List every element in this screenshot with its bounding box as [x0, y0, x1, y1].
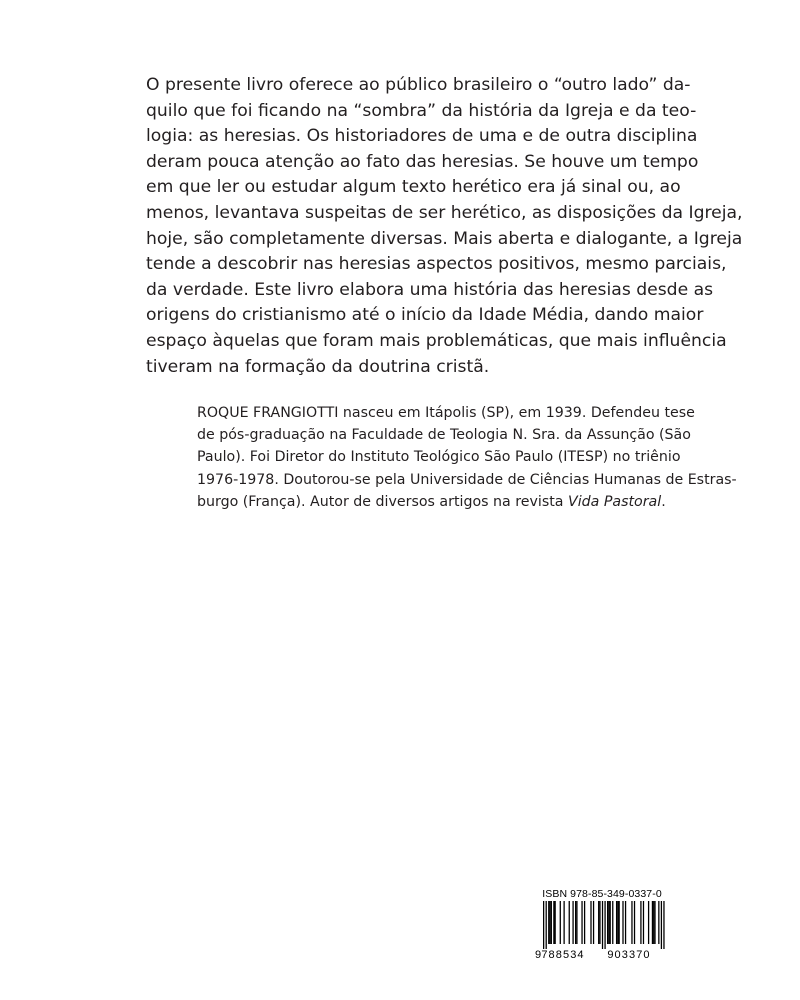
- magazine-title: Vida Pastoral: [567, 493, 662, 510]
- barcode-bar: [546, 901, 547, 949]
- barcode-bar: [553, 901, 554, 944]
- barcode-right-group: 903370: [607, 949, 651, 960]
- barcode-bar: [576, 901, 577, 944]
- synopsis-line: menos, levantava suspeitas de ser herético, as disposições da Igreja,: [146, 202, 743, 223]
- barcode-first-digit: 9: [535, 949, 542, 960]
- author-bio-line: de pós-graduação na Faculdade de Teologia N. Sra. da Assunção (São: [197, 427, 691, 444]
- author-bio-text: burgo (França). Autor de diversos artigos na revista: [197, 493, 568, 510]
- barcode-left-group: 788534: [541, 949, 585, 960]
- barcode-bar: [619, 901, 620, 944]
- barcode-bar: [653, 901, 654, 944]
- synopsis-line: em que ler ou estudar algum texto herético era já sinal ou, ao: [146, 177, 681, 198]
- synopsis-line: tiveram na formação da doutrina cristã.: [146, 356, 490, 377]
- barcode-bar: [625, 901, 626, 944]
- synopsis-paragraph: [146, 73, 743, 380]
- barcode-bar: [555, 901, 556, 944]
- barcode-bar: [612, 901, 613, 944]
- barcode-bar: [661, 901, 662, 949]
- barcode-bar: [598, 901, 599, 944]
- synopsis-line: tende a descobrir nas heresias aspectos positivos, mesmo parciais,: [146, 254, 727, 275]
- barcode-bar: [607, 901, 608, 944]
- barcode-bar: [648, 901, 649, 944]
- barcode-bar: [548, 901, 549, 944]
- author-bio-line: 1976-1978. Doutorou-se pela Universidade de Ciências Humanas de Estras-: [197, 471, 737, 488]
- barcode-bar: [575, 901, 576, 944]
- barcode-bar: [608, 901, 609, 944]
- author-bio-period: .: [661, 493, 666, 510]
- author-bio: [197, 402, 737, 513]
- barcode-bar: [604, 901, 605, 949]
- barcode-bar: [593, 901, 594, 944]
- isbn-label: ISBN 978-85-349-0337-0: [542, 888, 662, 900]
- barcode-bar: [549, 901, 550, 944]
- synopsis-line: da verdade. Este livro elabora uma história das heresias desde as: [146, 279, 714, 300]
- barcode-bar: [663, 901, 664, 949]
- author-bio-last-line: [197, 491, 666, 513]
- author-bio-line: Paulo). Foi Diretor do Instituto Teológico São Paulo (ITESP) no triênio: [197, 449, 681, 466]
- barcode-bar: [616, 901, 617, 944]
- barcode-bar: [622, 901, 623, 944]
- barcode-bar: [560, 901, 561, 944]
- barcode-bar: [652, 901, 653, 944]
- barcode-bar: [654, 901, 655, 944]
- synopsis-line: espaço àquelas que foram mais problemáticas, que mais influência: [146, 330, 727, 351]
- barcode-bar: [634, 901, 635, 944]
- barcode-bar: [617, 901, 618, 944]
- barcode-bar: [640, 901, 641, 944]
- synopsis-line: quilo que foi ficando na “sombra” da história da Igreja e da teo-: [146, 100, 697, 121]
- barcode-bar: [590, 901, 591, 944]
- barcode-bar: [599, 901, 600, 944]
- isbn-barcode: [533, 888, 671, 960]
- barcode-bar: [631, 901, 632, 944]
- barcode-graphic: [533, 901, 671, 960]
- barcode-bar: [602, 901, 603, 949]
- synopsis-line: hoje, são completamente diversas. Mais aberta e dialogante, a Igreja: [146, 228, 743, 249]
- synopsis-line: deram pouca atenção ao fato das heresias. Se houve um tempo: [146, 151, 699, 172]
- barcode-bars: [543, 901, 665, 949]
- synopsis-line: O presente livro oferece ao público brasileiro o “outro lado” da-: [146, 75, 691, 95]
- barcode-bar: [581, 901, 582, 944]
- barcode-bar: [584, 901, 585, 944]
- barcode-bar: [658, 901, 659, 944]
- synopsis-line: origens do cristianismo até o início da Idade Média, dando maior: [146, 305, 704, 326]
- barcode-bar: [643, 901, 644, 944]
- barcode-bar: [569, 901, 570, 944]
- synopsis-line: logia: as heresias. Os historiadores de uma e de outra disciplina: [146, 126, 698, 147]
- barcode-bar: [563, 901, 564, 944]
- barcode-bar: [610, 901, 611, 944]
- barcode-bar: [572, 901, 573, 944]
- barcode-bar: [543, 901, 544, 949]
- author-bio-line: ROQUE FRANGIOTTI nasceu em Itápolis (SP), em 1939. Defendeu tese: [197, 405, 695, 421]
- barcode-bar: [551, 901, 552, 944]
